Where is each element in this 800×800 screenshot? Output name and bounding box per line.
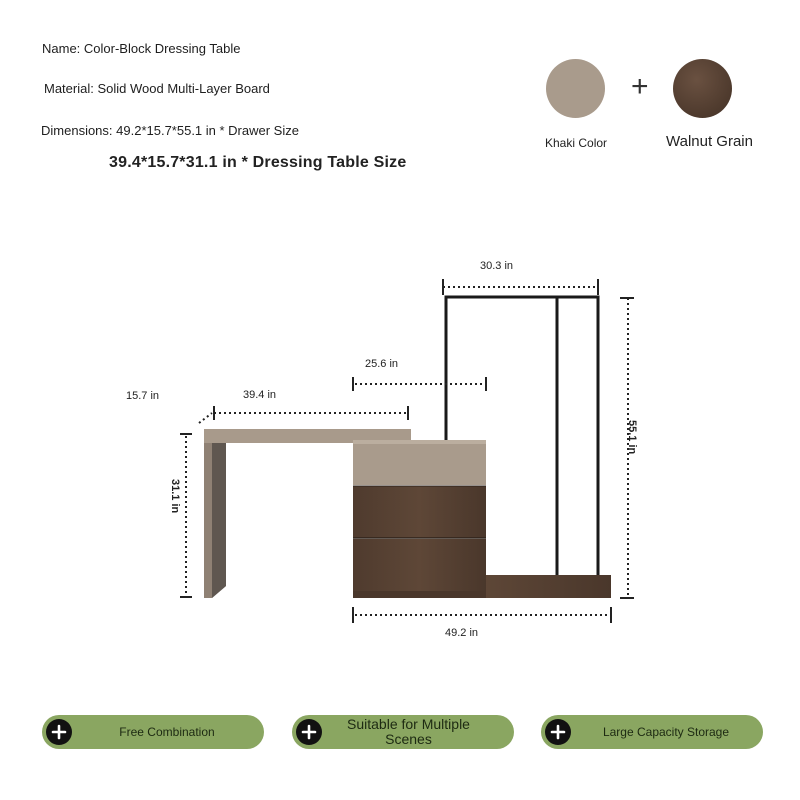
walnut-drawer-1 [353, 486, 486, 538]
product-dimensions: Dimensions: 49.2*15.7*55.1 in * Drawer Size [41, 123, 299, 138]
khaki-label: Khaki Color [545, 136, 608, 150]
dressing-table-size: 39.4*15.7*31.1 in * Dressing Table Size [109, 154, 407, 171]
khaki-drawer [353, 442, 486, 485]
product-material: Material: Solid Wood Multi-Layer Board [44, 81, 270, 96]
feature-pill-multiple-scenes [292, 715, 514, 749]
plus-circle-icon [296, 719, 322, 745]
plus-circle-icon [46, 719, 72, 745]
walnut-label: Walnut Grain [666, 133, 753, 150]
feature-pill-free-combination [42, 715, 264, 749]
plus-icon: + [631, 70, 649, 103]
dim-total-width: 49.2 in [445, 627, 479, 639]
feature-label: Free Combination [119, 725, 215, 739]
dim-top-width: 30.3 in [480, 260, 514, 272]
dim-drawer-depth: 25.6 in [365, 358, 399, 370]
dim-table-width: 39.4 in [243, 389, 277, 401]
dim-table-height: 31.1 in [169, 479, 181, 514]
plus-circle-icon [545, 719, 571, 745]
feature-label: Suitable for Multiple Scenes [347, 716, 470, 747]
product-name: Name: Color-Block Dressing Table [42, 41, 241, 56]
feature-label: Large Capacity Storage [602, 725, 730, 739]
dim-table-depth: 15.7 in [126, 390, 160, 402]
dim-height-right: 55.1 in [626, 420, 638, 455]
walnut-drawer-2 [353, 539, 486, 591]
feature-pill-large-storage [541, 715, 763, 749]
